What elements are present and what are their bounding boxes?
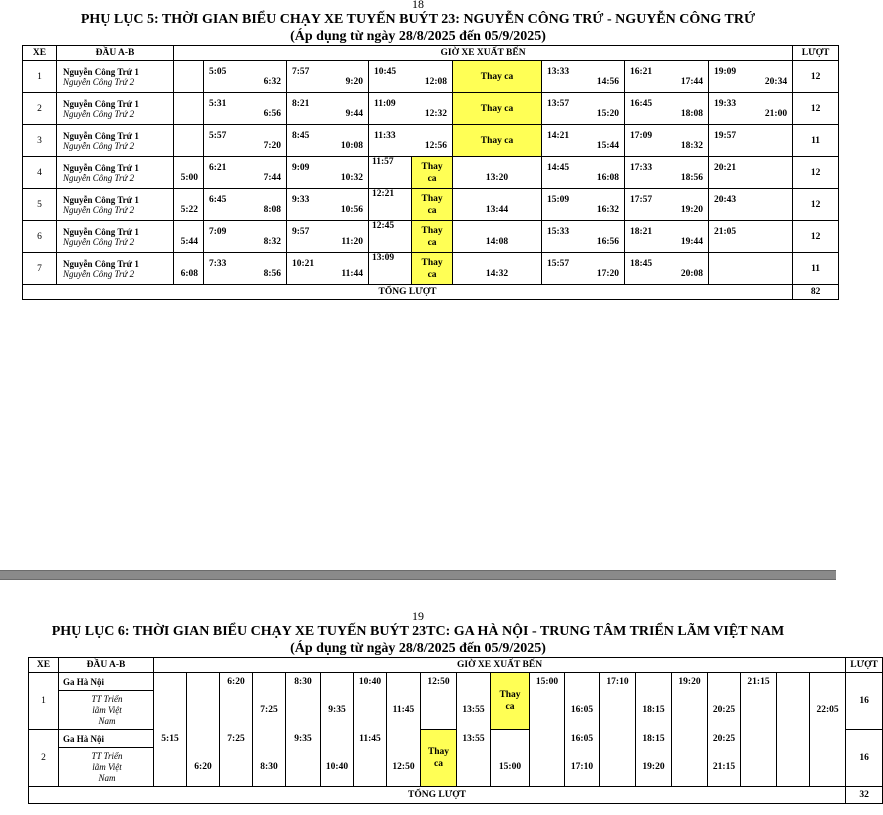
- bus-number: 2: [23, 93, 57, 125]
- page-subtitle: (Áp dụng từ ngày 28/8/2025 đến 05/9/2025): [290, 641, 546, 656]
- table-row: [23, 253, 839, 285]
- table-row: [23, 61, 839, 93]
- time-cell: 6:21 7:44: [204, 157, 287, 189]
- station-a: Nguyễn Công Trứ 1: [63, 162, 139, 173]
- time-cell: 9:33 10:56: [287, 189, 369, 221]
- time-cell: 18:15: [636, 730, 672, 748]
- station-a: Nguyễn Công Trứ 1: [63, 98, 139, 109]
- bus-number: 5: [23, 189, 57, 221]
- time-cell: 13:55: [457, 691, 491, 730]
- table-header-row: [23, 46, 839, 61]
- shift-change-cell: Thay ca: [453, 125, 542, 157]
- station-b: Nguyễn Công Trứ 2: [63, 236, 135, 247]
- time-cell: 12:50: [387, 748, 421, 787]
- station-cell: [57, 157, 174, 189]
- station-a: Nguyễn Công Trứ 1: [63, 226, 139, 237]
- time-cell: 12:50: [421, 673, 457, 691]
- time-cell: 18:45 20:08: [625, 253, 709, 285]
- time-cell: 21:15: [741, 673, 777, 691]
- time-cell: 22:05: [810, 691, 846, 730]
- bus-number: 4: [23, 157, 57, 189]
- time-cell: 8:30: [253, 748, 286, 787]
- header-gio: GIỜ XE XUẤT BẾN: [174, 46, 793, 61]
- table-header-row: [29, 658, 883, 673]
- station-cell: [57, 93, 174, 125]
- table-row: [29, 673, 883, 691]
- time-cell-split: 12:45 Thay ca: [369, 221, 453, 253]
- shift-change-cell: Thay ca: [421, 730, 457, 787]
- table-row: [29, 748, 883, 787]
- time-cell: 13:44: [453, 189, 542, 221]
- time-cell: 19:20: [672, 673, 708, 691]
- total-label: TỔNG LƯỢT: [23, 285, 793, 300]
- trip-count: 12: [793, 93, 839, 125]
- time-cell: 18:21 19:44: [625, 221, 709, 253]
- time-cell: 14:32: [453, 253, 542, 285]
- bus-number: 1: [23, 61, 57, 93]
- trip-count: 16: [846, 730, 883, 787]
- time-cell: 17:57 19:20: [625, 189, 709, 221]
- time-cell: 9:09 10:32: [287, 157, 369, 189]
- time-cell: 17:10: [600, 673, 636, 691]
- station-a: Nguyễn Công Trứ 1: [63, 66, 139, 77]
- time-cell: 13:57 15:20: [542, 93, 625, 125]
- station-cell: [57, 253, 174, 285]
- time-cell: 6:20: [220, 673, 253, 691]
- time-cell: 7:09 8:32: [204, 221, 287, 253]
- trip-count: 12: [793, 61, 839, 93]
- table-row: [23, 189, 839, 221]
- shift-change-cell: Thay ca: [412, 189, 452, 220]
- time-cell: 15:09 16:32: [542, 189, 625, 221]
- time-cell: 6:08: [174, 253, 204, 285]
- shift-change-cell: Thay ca: [412, 221, 452, 252]
- time-cell: 11:45: [387, 691, 421, 730]
- time-cell: 11:33 12:56: [369, 125, 453, 157]
- trip-count: 11: [793, 125, 839, 157]
- total-label: TỔNG LƯỢT: [29, 787, 846, 804]
- time-cell: 14:08: [453, 221, 542, 253]
- time-cell: 10:40: [321, 748, 354, 787]
- station-cell: [57, 125, 174, 157]
- time-cell-split: 13:09 Thay ca: [369, 253, 453, 285]
- time-cell: 16:05: [565, 691, 600, 730]
- shift-change-cell: Thay ca: [491, 673, 530, 730]
- time-cell: 10:21 11:44: [287, 253, 369, 285]
- time-cell: 5:00: [174, 157, 204, 189]
- time-cell: 8:30: [286, 673, 321, 691]
- time-cell: 19:20: [636, 748, 672, 787]
- bus-number: 7: [23, 253, 57, 285]
- bus-number: 1: [29, 673, 59, 730]
- header-dau: ĐẦU A-B: [57, 46, 174, 61]
- time-cell: 11:09 12:32: [369, 93, 453, 125]
- schedule-table-route-23tc: [28, 657, 883, 804]
- time-cell: 15:00: [491, 748, 530, 787]
- header-dau: ĐẦU A-B: [59, 658, 154, 673]
- station-b: Nguyễn Công Trứ 2: [63, 140, 135, 151]
- time-cell-split: 12:21 Thay ca: [369, 189, 453, 221]
- time-cell: 17:10: [565, 748, 600, 787]
- station-a: Nguyễn Công Trứ 1: [63, 130, 139, 141]
- station-a: Nguyễn Công Trứ 1: [63, 258, 139, 269]
- page-title: PHỤ LỤC 6: THỜI GIAN BIỂU CHẠY XE TUYẾN BUÝT 23TC: GA HÀ NỘI - TRUNG TÂM TRIỂN LÃM VIỆT NAM: [51, 624, 785, 639]
- page-separator: [0, 570, 836, 580]
- time-cell: 13:20: [453, 157, 542, 189]
- header-luot: LƯỢT: [793, 46, 839, 61]
- shift-change-cell: Thay ca: [453, 93, 542, 125]
- page-number: 18: [412, 0, 424, 11]
- station-a: Nguyễn Công Trứ 1: [63, 194, 139, 205]
- time-cell: 20:43: [709, 189, 793, 221]
- time-cell: 8:21 9:44: [287, 93, 369, 125]
- page-title: PHỤ LỤC 5: THỜI GIAN BIỂU CHẠY XE TUYẾN BUÝT 23: NGUYỄN CÔNG TRỨ - NGUYỄN CÔNG TRỨ: [80, 12, 756, 27]
- bus-number: 2: [29, 730, 59, 787]
- table-row: [23, 157, 839, 189]
- time-cell: 18:15: [636, 691, 672, 730]
- time-cell: 6:20: [187, 748, 220, 787]
- station-cell: [57, 221, 174, 253]
- station-a: Ga Hà Nội: [59, 673, 154, 691]
- shift-change-cell: Thay ca: [412, 157, 452, 188]
- time-cell: [174, 61, 204, 93]
- trip-count: 12: [793, 157, 839, 189]
- time-cell: 14:21 15:44: [542, 125, 625, 157]
- shift-change-cell: Thay ca: [412, 253, 452, 284]
- header-xe: XE: [23, 46, 57, 61]
- bus-number: 6: [23, 221, 57, 253]
- time-cell: 15:33 16:56: [542, 221, 625, 253]
- station-b: Nguyễn Công Trứ 2: [63, 76, 135, 87]
- time-cell: 21:05: [709, 221, 793, 253]
- time-cell: 13:55: [457, 730, 491, 748]
- station-a: Ga Hà Nội: [59, 730, 154, 748]
- time-cell: 7:25: [220, 730, 253, 748]
- time-cell-split: 11:57 Thay ca: [369, 157, 453, 189]
- time-cell: 7:57 9:20: [287, 61, 369, 93]
- time-cell: 6:45 8:08: [204, 189, 287, 221]
- time-cell: 10:40: [354, 673, 387, 691]
- time-cell: 14:45 16:08: [542, 157, 625, 189]
- total-value: 32: [846, 787, 883, 804]
- trip-count: 12: [793, 189, 839, 221]
- station-b: TT Triển lãm Việt Nam: [59, 691, 154, 730]
- total-value: 82: [793, 285, 839, 300]
- page-number: 19: [412, 609, 424, 623]
- time-cell: 19:33 21:00: [709, 93, 793, 125]
- time-cell: 13:33 14:56: [542, 61, 625, 93]
- total-row: [29, 787, 883, 804]
- time-cell: [174, 93, 204, 125]
- time-cell: 20:21: [709, 157, 793, 189]
- station-cell: [57, 189, 174, 221]
- time-cell: 17:33 18:56: [625, 157, 709, 189]
- station-b: Nguyễn Công Trứ 2: [63, 108, 135, 119]
- time-cell: 9:35: [286, 730, 321, 748]
- time-cell: 5:57 7:20: [204, 125, 287, 157]
- bus-number: 3: [23, 125, 57, 157]
- table-row: [29, 730, 883, 748]
- table-row: [23, 221, 839, 253]
- time-cell: 10:45 12:08: [369, 61, 453, 93]
- time-cell: 7:33 8:56: [204, 253, 287, 285]
- table-row: [23, 93, 839, 125]
- time-cell: [174, 125, 204, 157]
- time-cell: 20:25: [708, 730, 741, 748]
- schedule-table-route-23: [22, 45, 839, 300]
- station-b: Nguyễn Công Trứ 2: [63, 268, 135, 279]
- total-row: [23, 285, 839, 300]
- station-b: TT Triển lãm Việt Nam: [59, 748, 154, 787]
- time-cell: 5:05 6:32: [204, 61, 287, 93]
- trip-count: 11: [793, 253, 839, 285]
- time-cell: 16:45 18:08: [625, 93, 709, 125]
- time-cell: 5:22: [174, 189, 204, 221]
- page-19: [0, 580, 878, 815]
- time-cell: 15:57 17:20: [542, 253, 625, 285]
- time-cell: 20:25: [708, 691, 741, 730]
- trip-count: 16: [846, 673, 883, 730]
- time-cell: 21:15: [708, 748, 741, 787]
- time-cell: 5:15: [154, 730, 187, 748]
- station-b: Nguyễn Công Trứ 2: [63, 204, 135, 215]
- station-b: Nguyễn Công Trứ 2: [63, 172, 135, 183]
- shift-change-cell: Thay ca: [453, 61, 542, 93]
- time-cell: 9:57 11:20: [287, 221, 369, 253]
- header-luot: LƯỢT: [846, 658, 883, 673]
- time-cell: 7:25: [253, 691, 286, 730]
- time-cell: 17:09 18:32: [625, 125, 709, 157]
- time-cell: 11:45: [354, 730, 387, 748]
- table-row: [23, 125, 839, 157]
- time-cell: [709, 253, 793, 285]
- time-cell: 15:00: [530, 673, 565, 691]
- trip-count: 12: [793, 221, 839, 253]
- time-cell: 5:31 6:56: [204, 93, 287, 125]
- time-cell: 16:05: [565, 730, 600, 748]
- header-xe: XE: [29, 658, 59, 673]
- table-row: [29, 691, 883, 730]
- page-subtitle: (Áp dụng từ ngày 28/8/2025 đến 05/9/2025): [290, 29, 546, 44]
- time-cell: 8:45 10:08: [287, 125, 369, 157]
- station-cell: [57, 61, 174, 93]
- time-cell: 19:09 20:34: [709, 61, 793, 93]
- time-cell: 9:35: [321, 691, 354, 730]
- time-cell: 5:44: [174, 221, 204, 253]
- time-cell: 16:21 17:44: [625, 61, 709, 93]
- time-cell: 19:57: [709, 125, 793, 157]
- header-gio: GIỜ XE XUẤT BẾN: [154, 658, 846, 673]
